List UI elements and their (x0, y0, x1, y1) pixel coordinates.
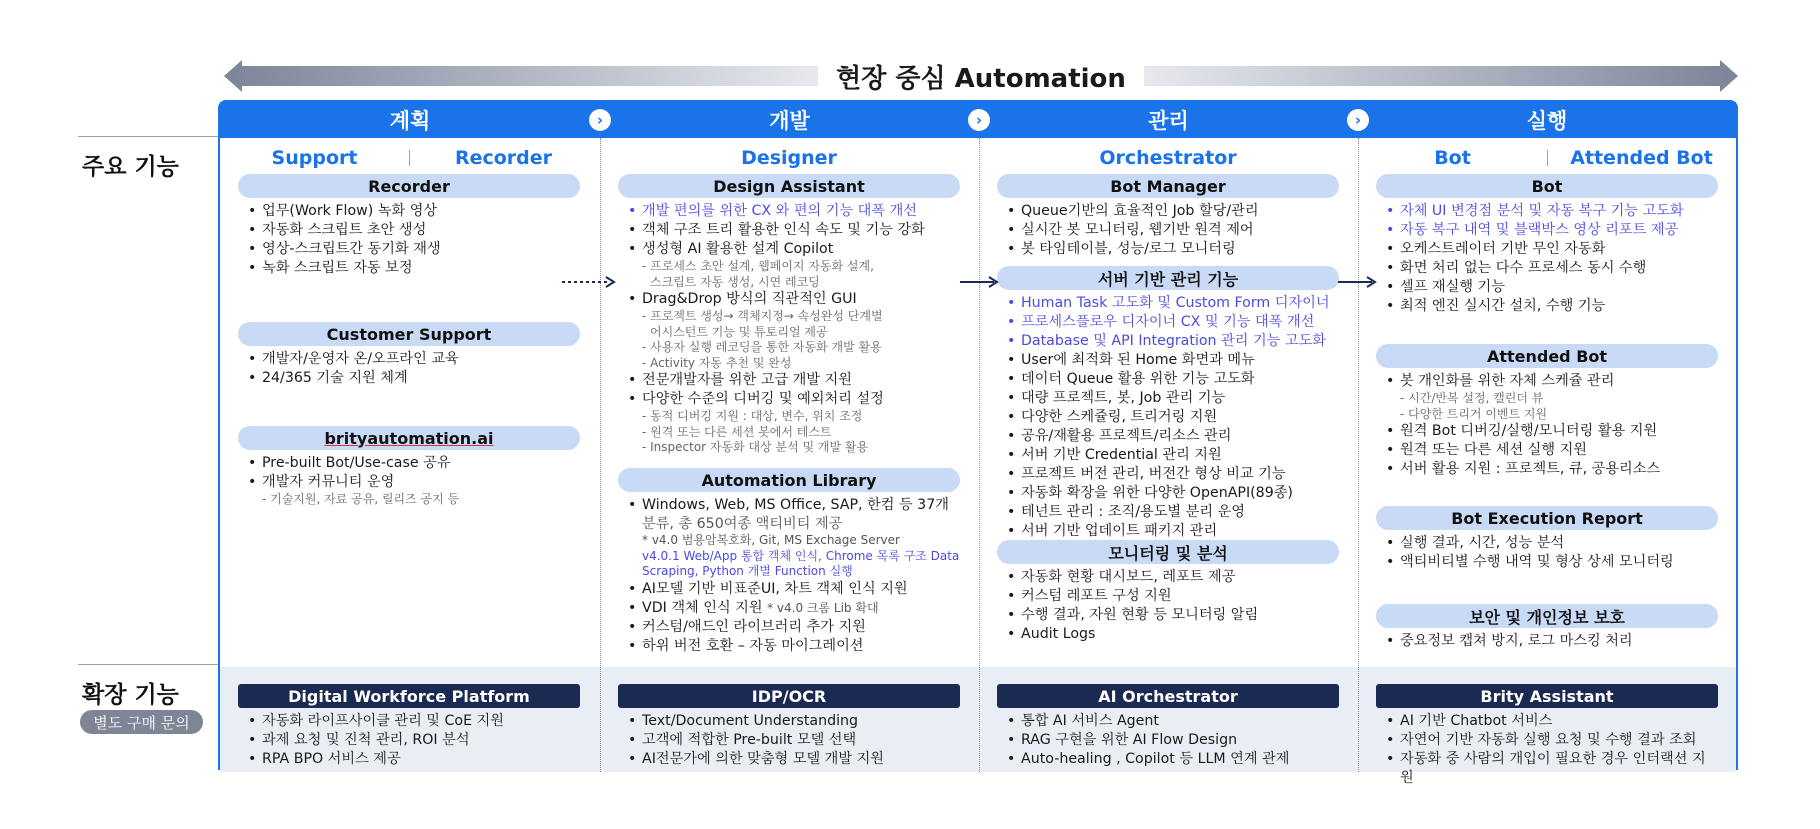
list-item: • 수행 결과, 자원 현황 등 모니터링 알림 (1007, 606, 1339, 625)
list-item: • 오케스트레이터 기반 무인 자동화 (1386, 240, 1718, 259)
list-item: • 자동화 확장을 위한 다양한 OpenAPI(89종) (1007, 484, 1339, 503)
section-design-assistant (618, 174, 960, 456)
main-features-label: 주요 기능 (82, 154, 179, 180)
list-item: • 고객에 적합한 Pre-built 모델 선택 (628, 731, 960, 750)
list-item: • 객체 구조 트리 활용한 인식 속도 및 기능 강화 (628, 221, 960, 240)
note: * v4.0 크롬 Lib 확대 (767, 600, 879, 615)
list-item: • 액티비티별 수행 내역 및 형상 상세 모니터링 (1386, 553, 1718, 572)
section-title: brityautomation.ai (324, 428, 494, 448)
extension-title: AI Orchestrator (997, 684, 1339, 708)
section-recorder (238, 174, 580, 278)
list-item: • 24/365 기술 지원 체계 (248, 369, 580, 388)
section-title: Bot Execution Report (1376, 506, 1718, 530)
extension-title: IDP/OCR (618, 684, 960, 708)
note: 어시스턴트 기능 및 튜토리얼 제공 (650, 324, 828, 339)
extension-title: Brity Assistant (1376, 684, 1718, 708)
list-item: • 과제 요청 및 진척 관리, ROI 분석 (248, 731, 580, 750)
list-item: • AI 기반 Chatbot 서비스 (1386, 712, 1718, 731)
extension-title: Digital Workforce Platform (238, 684, 580, 708)
column-subtitle (220, 144, 598, 172)
section-title: 서버 기반 관리 기능 (997, 266, 1339, 290)
list-item: • 하위 버전 호환 – 자동 마이그레이션 (628, 637, 960, 656)
subtitle-divider (409, 150, 410, 166)
list-item: • RPA BPO 서비스 제공 (248, 750, 580, 769)
list-item: • 자연어 기반 자동화 실행 요청 및 수행 결과 조회 (1386, 731, 1718, 750)
subtitle-divider (1547, 150, 1548, 166)
subtitle-orchestrator: Orchestrator (1099, 147, 1237, 169)
section-title: Customer Support (238, 322, 580, 346)
note: Scraping, Python 개별 Function 실행 (642, 564, 853, 578)
chevron-right-icon: › (589, 109, 611, 131)
extension-idp-ocr (618, 684, 960, 769)
list-item: • 녹화 스크립트 자동 보정 (248, 259, 580, 278)
list-item: • 다양한 스케쥴링, 트리거링 지원 (1007, 408, 1339, 427)
section-brityautomation (238, 426, 580, 508)
list-item: • 대량 프로젝트, 봇, Job 관리 기능 (1007, 389, 1339, 408)
list-item: • Human Task 고도화 및 Custom Form 디자이너 (1007, 294, 1339, 313)
list-item: • 프로젝트 버전 관리, 버전간 형상 비교 기능 (1007, 465, 1339, 484)
stage-manage: 관리 (1148, 109, 1189, 133)
list-item: • 커스텀/애드인 라이브러리 추가 지원 (628, 618, 960, 637)
list-item: • 서버 기반 Credential 관리 지원 (1007, 446, 1339, 465)
list-item: • 영상-스크립트간 동기화 재생 (248, 240, 580, 259)
column-subtitle (1358, 144, 1736, 172)
label-separator (78, 136, 220, 137)
column-subtitle (979, 144, 1357, 172)
list-item: • User에 최적화 된 Home 화면과 메뉴 (1007, 351, 1339, 370)
list-item: • 전문개발자를 위한 고급 개발 지원 (628, 371, 960, 390)
list-item: • 원격 Bot 디버깅/실행/모니터링 활용 지원 (1386, 422, 1718, 441)
section-title: Automation Library (618, 468, 960, 492)
subtitle-designer: Designer (741, 147, 837, 169)
list-item: • 실시간 봇 모니터링, 웹기반 원격 제어 (1007, 221, 1339, 240)
label-separator (78, 664, 220, 665)
list-item: • 생성형 AI 활용한 설계 Copilot (628, 240, 960, 259)
subtitle-support: Support (271, 147, 358, 169)
note: - 프로젝트 생성→ 객체지정→ 속성완성 단계별 (642, 309, 883, 323)
stage-run: 실행 (1526, 109, 1568, 133)
section-title: Bot (1376, 174, 1718, 198)
section-attended-bot (1376, 344, 1718, 479)
list-item: • 다양한 수준의 디버깅 및 예외처리 설정 (628, 390, 960, 409)
list-item: • AI모델 기반 비표준UI, 차트 객체 인식 지원 (628, 580, 960, 599)
list-item: • Audit Logs (1007, 625, 1339, 644)
list-item: • 중요정보 캡쳐 방지, 로그 마스킹 처리 (1386, 632, 1718, 651)
list-item: • 봇 타임테이블, 성능/로그 모니터링 (1007, 240, 1339, 259)
banner (224, 56, 1738, 96)
list-item: • Auto-healing , Copilot 등 LLM 연계 관제 (1007, 750, 1339, 769)
section-title: Bot Manager (997, 174, 1339, 198)
note: v4.0.1 Web/App 통합 객체 인식, Chrome 목록 구조 Data (642, 548, 960, 563)
note: 분류, 총 650여종 액티비티 제공 (642, 516, 843, 532)
list-item: • 최적 엔진 실시간 설치, 수행 기능 (1386, 297, 1718, 316)
column-plan (220, 138, 598, 772)
subtitle-attended-bot: Attended Bot (1570, 147, 1713, 169)
note: 스크립트 자동 생성, 시연 레코딩 (650, 274, 820, 289)
section-bot (1376, 174, 1718, 316)
section-title: Attended Bot (1376, 344, 1718, 368)
note: - 동적 디버깅 지원 : 대상, 변수, 위치 조정 (642, 409, 863, 423)
section-title: Recorder (238, 174, 580, 198)
list-item: • 공유/재활용 프로젝트/리소스 관리 (1007, 427, 1339, 446)
list-item-text: VDI 객체 인식 지원 (642, 599, 763, 616)
list-item: • 실행 결과, 시간, 성능 분석 (1386, 534, 1718, 553)
section-title-pill (238, 426, 580, 450)
list-item: • Windows, Web, MS Office, SAP, 한컴 등 37개 (628, 496, 960, 515)
list-item: • 봇 개인화를 위한 자체 스케쥴 관리 (1386, 372, 1718, 391)
list-item: • 셀프 재실행 기능 (1386, 278, 1718, 297)
arrow-right-icon (560, 276, 620, 288)
list-item: • Text/Document Understanding (628, 712, 960, 731)
section-title: 모니터링 및 분석 (997, 540, 1339, 564)
list-item: • 자동화 중 사람의 개입이 필요한 경우 인터랙션 지원 (1386, 750, 1718, 788)
list-item: • 통합 AI 서비스 Agent (1007, 712, 1339, 731)
list-item: • 자동화 라이프사이클 관리 및 CoE 지원 (248, 712, 580, 731)
list-item: • 개발자/운영자 온/오프라인 교육 (248, 350, 580, 369)
extension-brity-assistant (1376, 684, 1718, 788)
list-item: • 개발자 커뮤니티 운영 (248, 473, 580, 492)
subtitle-bot: Bot (1434, 147, 1471, 169)
extension-digital-workforce (238, 684, 580, 769)
list-item: • Drag&Drop 방식의 직관적인 GUI (628, 290, 960, 309)
arrow-right-icon (960, 276, 1000, 288)
section-title: Design Assistant (618, 174, 960, 198)
list-item: • AI전문가에 의한 맞춤형 모델 개발 지원 (628, 750, 960, 769)
banner-title: 현장 중심 Automation (818, 58, 1144, 95)
arrow-right-icon (1338, 276, 1378, 288)
list-item: • 테넌트 관리 : 조직/용도별 분리 운영 (1007, 503, 1339, 522)
section-monitoring (997, 540, 1339, 644)
section-security (1376, 604, 1718, 651)
list-item (628, 599, 960, 618)
section-bot-manager (997, 174, 1339, 259)
extension-features-label: 확장 기능 (82, 682, 179, 708)
chevron-right-icon: › (968, 109, 990, 131)
list-item: • 업무(Work Flow) 녹화 영상 (248, 202, 580, 221)
list-item: • 프로세스플로우 디자이너 CX 및 기능 대폭 개선 (1007, 313, 1339, 332)
list-item: • 자동화 현황 대시보드, 레포트 제공 (1007, 568, 1339, 587)
note: * v4.0 범용암복호화, Git, MS Exchage Server (642, 533, 900, 547)
list-item: • 서버 기반 업데이트 패키지 관리 (1007, 522, 1339, 541)
purchase-inquiry-badge: 별도 구매 문의 (80, 710, 203, 734)
section-bot-execution-report (1376, 506, 1718, 572)
list-item: • Pre-built Bot/Use-case 공유 (248, 454, 580, 473)
list-item: • 원격 또는 다른 세션 실행 지원 (1386, 441, 1718, 460)
section-customer-support (238, 322, 580, 388)
note: - Activity 자동 추천 및 완성 (642, 355, 792, 370)
section-server-management (997, 266, 1339, 541)
column-develop (600, 138, 978, 772)
list-item: • 개발 편의를 위한 CX 와 편의 기능 대폭 개선 (628, 202, 960, 221)
note: - Inspector 자동화 대상 분석 및 개발 활용 (642, 440, 869, 454)
list-item: • Database 및 API Integration 관리 기능 고도화 (1007, 332, 1339, 351)
stage-develop: 개발 (769, 109, 810, 133)
stage-header (220, 102, 1736, 138)
subtitle-recorder: Recorder (454, 147, 553, 169)
list-item: • 자동 복구 내역 및 블랙박스 영상 리포트 제공 (1386, 221, 1718, 240)
section-automation-library (618, 468, 960, 656)
list-item: • 화면 처리 없는 다수 프로세스 동시 수행 (1386, 259, 1718, 278)
list-item: • 데이터 Queue 활용 위한 기능 고도화 (1007, 370, 1339, 389)
column-subtitle (600, 144, 978, 172)
list-item: • 자체 UI 변경점 분석 및 자동 복구 기능 고도화 (1386, 202, 1718, 221)
list-item: • Queue기반의 효율적인 Job 할당/관리 (1007, 202, 1339, 221)
chevron-right-icon: › (1347, 109, 1369, 131)
feature-matrix (218, 100, 1738, 786)
list-item: • RAG 구현을 위한 AI Flow Design (1007, 731, 1339, 750)
note: - 다양한 트리거 이벤트 지원 (1400, 406, 1548, 421)
list-item: • 자동화 스크립트 초안 생성 (248, 221, 580, 240)
extension-ai-orchestrator (997, 684, 1339, 769)
note: - 사용자 실행 레코딩을 통한 자동화 개발 활용 (642, 340, 882, 354)
list-item: • 커스텀 레포트 구성 지원 (1007, 587, 1339, 606)
column-run (1358, 138, 1736, 786)
section-title: 보안 및 개인정보 보호 (1376, 604, 1718, 628)
list-item: • 서버 활용 지원 : 프로젝트, 큐, 공용리소스 (1386, 460, 1718, 479)
note: - 원격 또는 다른 세션 봇에서 테스트 (642, 424, 832, 439)
note: - 기술지원, 자료 공유, 릴리즈 공지 등 (262, 492, 460, 506)
note: - 시간/반복 설정, 캘린더 뷰 (1400, 391, 1544, 405)
note: - 프로세스 초안 설계, 웹페이지 자동화 설계, (642, 259, 874, 273)
stage-plan: 계획 (389, 109, 431, 133)
column-manage (979, 138, 1357, 772)
